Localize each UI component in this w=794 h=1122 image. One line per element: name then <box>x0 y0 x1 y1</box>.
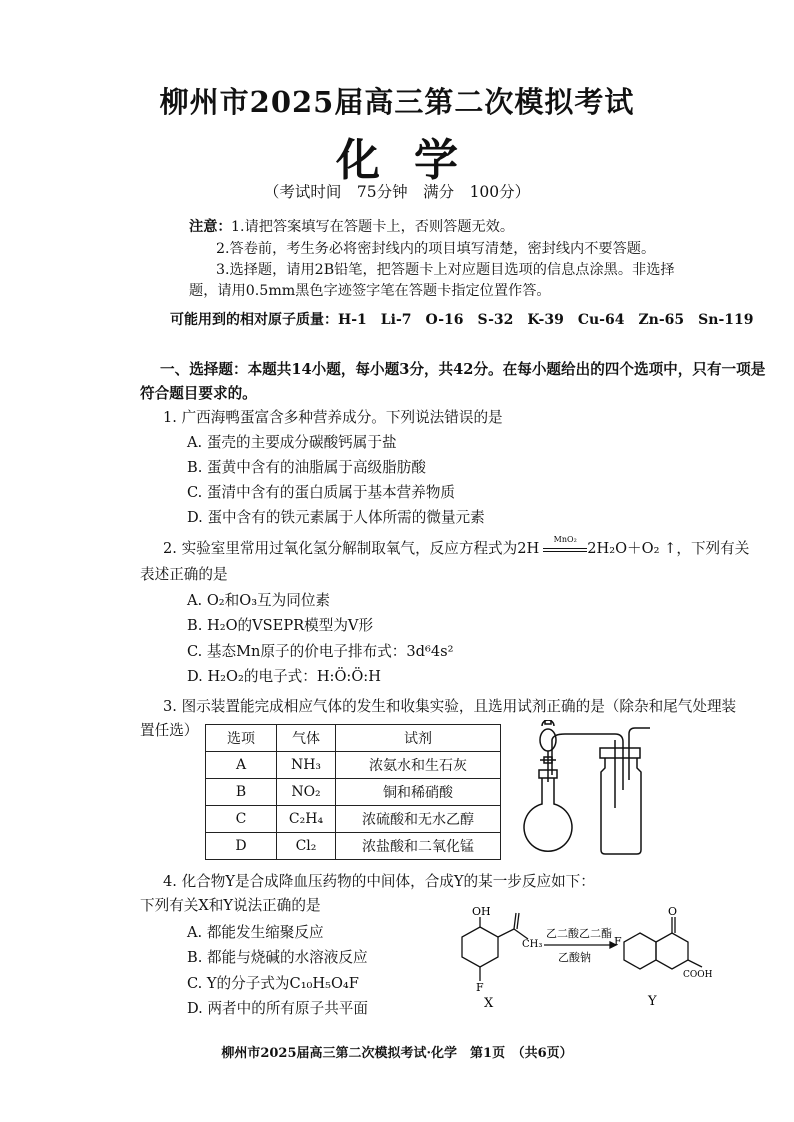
table-header: 试剂 <box>336 725 501 752</box>
q4-option-c: C. Y的分子式为C₁₀H₅O₄F <box>187 975 359 992</box>
exam-title: 柳州市2025届高三第二次模拟考试 <box>159 85 635 119</box>
page-footer: 柳州市2025届高三第二次模拟考试·化学 第1页 （共6页） <box>221 1046 573 1061</box>
exam-info: （考试时间 75分钟 满分 100分） <box>263 183 531 201</box>
apparatus-diagram <box>515 720 665 862</box>
note-item: 2.答卷前，考生务必将密封线内的项目填写清楚，密封线内不要答题。 <box>216 241 656 257</box>
table-cell: Cl₂ <box>277 833 336 860</box>
table-header-row <box>206 725 501 752</box>
q4-option-b: B. 都能与烧碱的水溶液反应 <box>187 949 368 966</box>
q3-stem-cont: 置任选） <box>140 722 199 739</box>
table-row <box>206 806 501 833</box>
q1-stem: 1. 广西海鸭蛋富含多种营养成分。下列说法错误的是 <box>163 409 503 426</box>
q2-option-a: A. O₂和O₃互为同位素 <box>187 592 331 609</box>
atom-o-y: O <box>668 905 678 918</box>
compound-y-label: Y <box>648 994 657 1009</box>
table-row <box>206 752 501 779</box>
table-header: 气体 <box>277 725 336 752</box>
q2-eq-right: 2H₂O＋O₂ ↑ <box>587 540 677 557</box>
table-cell: 铜和稀硝酸 <box>336 779 501 806</box>
q1-option-b: B. 蛋黄中含有的油脂属于高级脂肪酸 <box>187 459 426 476</box>
section-heading: 一、选择题：本题共14小题，每小题3分，共42分。在每小题给出的四个选项中，只有一项是 <box>160 361 766 378</box>
table-row <box>206 779 501 806</box>
atom-oh-label: OH <box>472 905 491 918</box>
atom-f-y: F <box>614 935 622 948</box>
section-heading-cont: 符合题目要求的。 <box>140 385 257 402</box>
benzene-ring-x <box>462 927 498 967</box>
table-cell: C <box>206 806 277 833</box>
reagent-table <box>205 724 501 860</box>
table-row <box>206 833 501 860</box>
atom-cooh: COOH <box>683 970 713 980</box>
subject-title: 化学 <box>336 135 492 186</box>
q2-stem-tail: ，下列有关 <box>676 540 750 557</box>
q2-option-d: D. H₂O₂的电子式：H:Ö:Ö:H <box>187 668 381 685</box>
table-cell: B <box>206 779 277 806</box>
table-cell: 浓盐酸和二氧化锰 <box>336 833 501 860</box>
q2-option-c: C. 基态Mn原子的价电子排布式：3d⁶4s² <box>187 643 454 660</box>
reagent-bottom: 乙酸钠 <box>558 951 591 964</box>
q2-stem <box>163 537 749 558</box>
notes-label: 注意： <box>189 219 232 235</box>
note-item: 1.请把答案填写在答题卡上，否则答题无效。 <box>231 219 515 235</box>
q4-option-a: A. 都能发生缩聚反应 <box>187 924 324 941</box>
table-cell: C₂H₄ <box>277 806 336 833</box>
q4-stem-cont: 下列有关X和Y说法正确的是 <box>140 897 321 914</box>
note-item: 题，请用0.5mm黑色字迹签字笔在答题卡指定位置作答。 <box>189 283 551 299</box>
q3-stem: 3. 图示装置能完成相应气体的发生和收集实验，且选用试剂正确的是（除杂和尾气处理装 <box>163 698 737 715</box>
q2-catalyst: MnO₂ <box>553 535 577 544</box>
atom-f-x: F <box>476 981 484 994</box>
q2-stem-cont: 表述正确的是 <box>140 566 228 583</box>
table-cell: NO₂ <box>277 779 336 806</box>
q4-option-d: D. 两者中的所有原子共平面 <box>187 1000 368 1017</box>
atom-ch3-mark: CH₃ <box>522 939 543 950</box>
reagent-top: 乙二酸乙二酯 <box>546 927 612 940</box>
q1-option-c: C. 蛋清中含有的蛋白质属于基本营养物质 <box>187 484 456 501</box>
table-cell: A <box>206 752 277 779</box>
table-cell: 浓氨水和生石灰 <box>336 752 501 779</box>
q2-stem-text: 2. 实验室里常用过氧化氢分解制取氧气，反应方程式为2H <box>163 540 540 557</box>
q2-option-b: B. H₂O的VSEPR模型为V形 <box>187 617 374 634</box>
compound-x-label: X <box>484 996 494 1011</box>
table-cell: D <box>206 833 277 860</box>
q4-stem: 4. 化合物Y是合成降血压药物的中间体，合成Y的某一步反应如下： <box>163 873 595 890</box>
table-header: 选项 <box>206 725 277 752</box>
table-cell: 浓硫酸和无水乙醇 <box>336 806 501 833</box>
note-item: 3.选择题，请用2B铅笔，把答题卡上对应题目选项的信息点涂黑。非选择 <box>216 262 675 278</box>
table-cell: NH₃ <box>277 752 336 779</box>
atomic-masses: 可能用到的相对原子质量：H-1 Li-7 O-16 S-32 K-39 Cu-64 Zn-65 Sn-119 <box>170 312 754 328</box>
q1-option-d: D. 蛋中含有的铁元素属于人体所需的微量元素 <box>187 509 485 526</box>
reaction-scheme <box>440 905 720 1035</box>
q1-option-a: A. 蛋壳的主要成分碳酸钙属于盐 <box>187 434 397 451</box>
